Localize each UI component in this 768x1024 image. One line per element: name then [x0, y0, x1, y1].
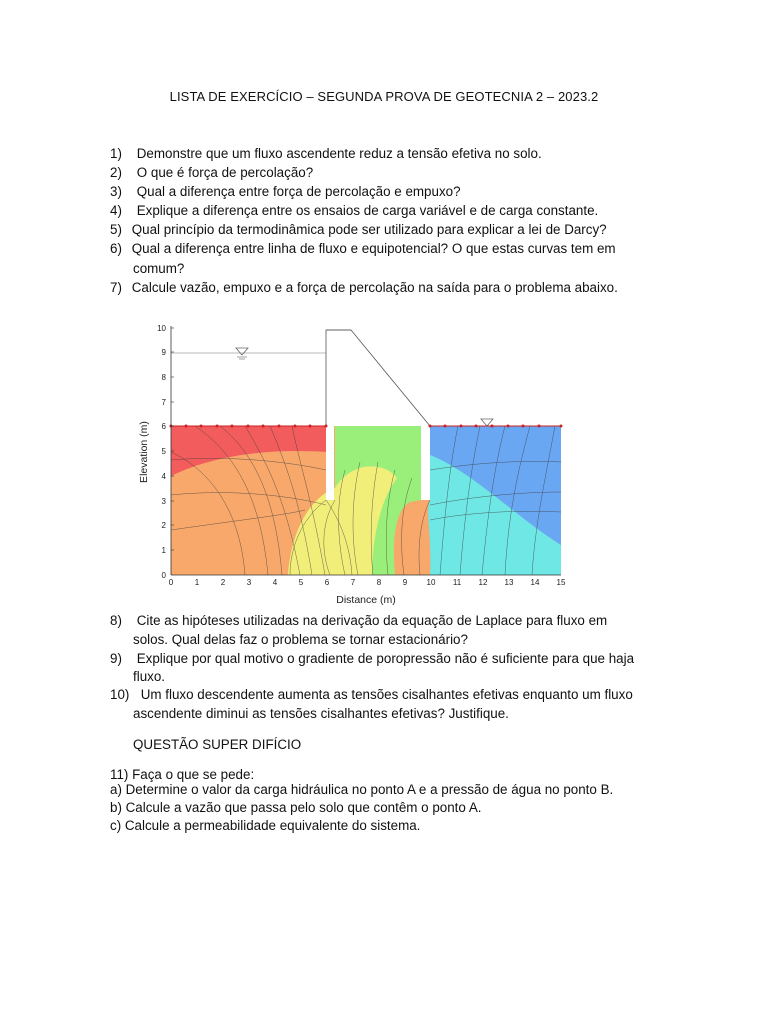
question-6 — [110, 239, 616, 258]
question-text: Qual a diferença entre linha de fluxo e equipotencial? O que estas curvas tem em — [131, 241, 616, 256]
y-tick: 8 — [161, 373, 166, 382]
question-text: Explique por qual motivo o gradiente de poropressão não é suficiente para que haja — [136, 651, 635, 666]
question-text: Explique a diferença entre os ensaios de carga variável e de carga constante. — [136, 203, 599, 218]
x-tick: 15 — [556, 578, 566, 587]
question-text: Cite as hipóteses utilizadas na derivação da equação de Laplace para fluxo em — [136, 613, 608, 628]
question-number: 6) — [110, 241, 122, 256]
y-tick: 1 — [161, 546, 166, 555]
question-number: 2) — [110, 165, 122, 180]
question-2 — [110, 163, 313, 182]
flow-net-figure — [130, 318, 570, 613]
y-tick: 6 — [161, 422, 166, 431]
question-number: 5) — [110, 222, 122, 237]
page-title: LISTA DE EXERCÍCIO – SEGUNDA PROVA DE GEOTECNIA 2 – 2023.2 — [169, 89, 599, 104]
question-3 — [110, 182, 461, 201]
x-tick: 10 — [426, 578, 436, 587]
x-tick: 11 — [452, 578, 462, 587]
question-11c: c) Calcule a permeabilidade equivalente do sistema. — [110, 818, 421, 833]
question-number: 10) — [110, 687, 130, 702]
y-tick: 0 — [161, 571, 166, 580]
x-tick: 6 — [324, 578, 330, 587]
y-tick: 9 — [161, 348, 166, 357]
question-10-continuation: ascendente diminui as tensões cisalhantes efetivas? Justifique. — [133, 706, 509, 721]
question-10 — [110, 685, 633, 704]
question-5 — [110, 220, 607, 239]
question-11b: b) Calcule a vazão que passa pelo solo que contêm o ponto A. — [110, 800, 482, 815]
sheet-pile-right — [421, 426, 430, 500]
question-text: Demonstre que um fluxo ascendente reduz a tensão efetiva no solo. — [136, 146, 542, 161]
question-number: 4) — [110, 203, 122, 218]
x-tick: 14 — [530, 578, 540, 587]
question-9 — [110, 649, 634, 668]
x-tick: 0 — [168, 578, 174, 587]
x-axis-label: Distance (m) — [336, 594, 396, 606]
y-axis-label: Elevation (m) — [138, 421, 150, 483]
x-tick: 13 — [504, 578, 514, 587]
x-tick: 8 — [376, 578, 382, 587]
y-tick: 4 — [161, 472, 166, 481]
question-number: 1) — [110, 146, 122, 161]
question-number: 7) — [110, 280, 122, 295]
x-tick: 2 — [220, 578, 226, 587]
question-number: 8) — [110, 613, 122, 628]
y-tick: 5 — [161, 447, 166, 456]
question-11a: a) Determine o valor da carga hidráulica no ponto A e a pressão de água no ponto B. — [110, 782, 614, 797]
question-text: Um fluxo descendente aumenta as tensões cisalhantes efetivas enquanto um fluxo — [140, 687, 633, 702]
water-level-icon — [236, 348, 248, 359]
question-6-continuation: comum? — [133, 261, 185, 276]
x-tick: 12 — [478, 578, 488, 587]
x-tick: 3 — [246, 578, 252, 587]
question-7 — [110, 278, 618, 297]
question-text: Qual princípio da termodinâmica pode ser utilizado para explicar a lei de Darcy? — [131, 222, 607, 237]
question-text: Qual a diferença entre força de percolação e empuxo? — [136, 184, 461, 199]
y-tick: 2 — [161, 521, 166, 530]
x-tick: 1 — [194, 578, 200, 587]
x-tick: 7 — [350, 578, 356, 587]
super-question-heading: QUESTÃO SUPER DIFÍCIO — [133, 737, 302, 752]
y-tick: 10 — [157, 324, 166, 333]
head-zones — [171, 426, 561, 575]
y-tick-labels — [157, 324, 166, 580]
question-text: Calcule vazão, empuxo e a força de percolação na saída para o problema abaixo. — [131, 280, 618, 295]
question-8-continuation: solos. Qual delas faz o problema se tornar estacionário? — [133, 632, 468, 647]
x-tick: 9 — [402, 578, 408, 587]
question-text: O que é força de percolação? — [136, 165, 314, 180]
question-number: 9) — [110, 651, 122, 666]
y-tick: 3 — [161, 497, 166, 506]
question-4 — [110, 201, 598, 220]
question-8 — [110, 611, 607, 630]
x-tick: 5 — [298, 578, 304, 587]
x-tick-labels — [169, 578, 566, 587]
question-1 — [110, 144, 542, 163]
x-tick: 4 — [272, 578, 278, 587]
question-number: 3) — [110, 184, 122, 199]
question-9-continuation: fluxo. — [133, 669, 166, 684]
y-tick: 7 — [161, 398, 166, 407]
question-11-heading: 11) Faça o que se pede: — [110, 767, 255, 782]
embankment-outline — [326, 330, 430, 426]
sheet-pile-left — [326, 426, 334, 500]
